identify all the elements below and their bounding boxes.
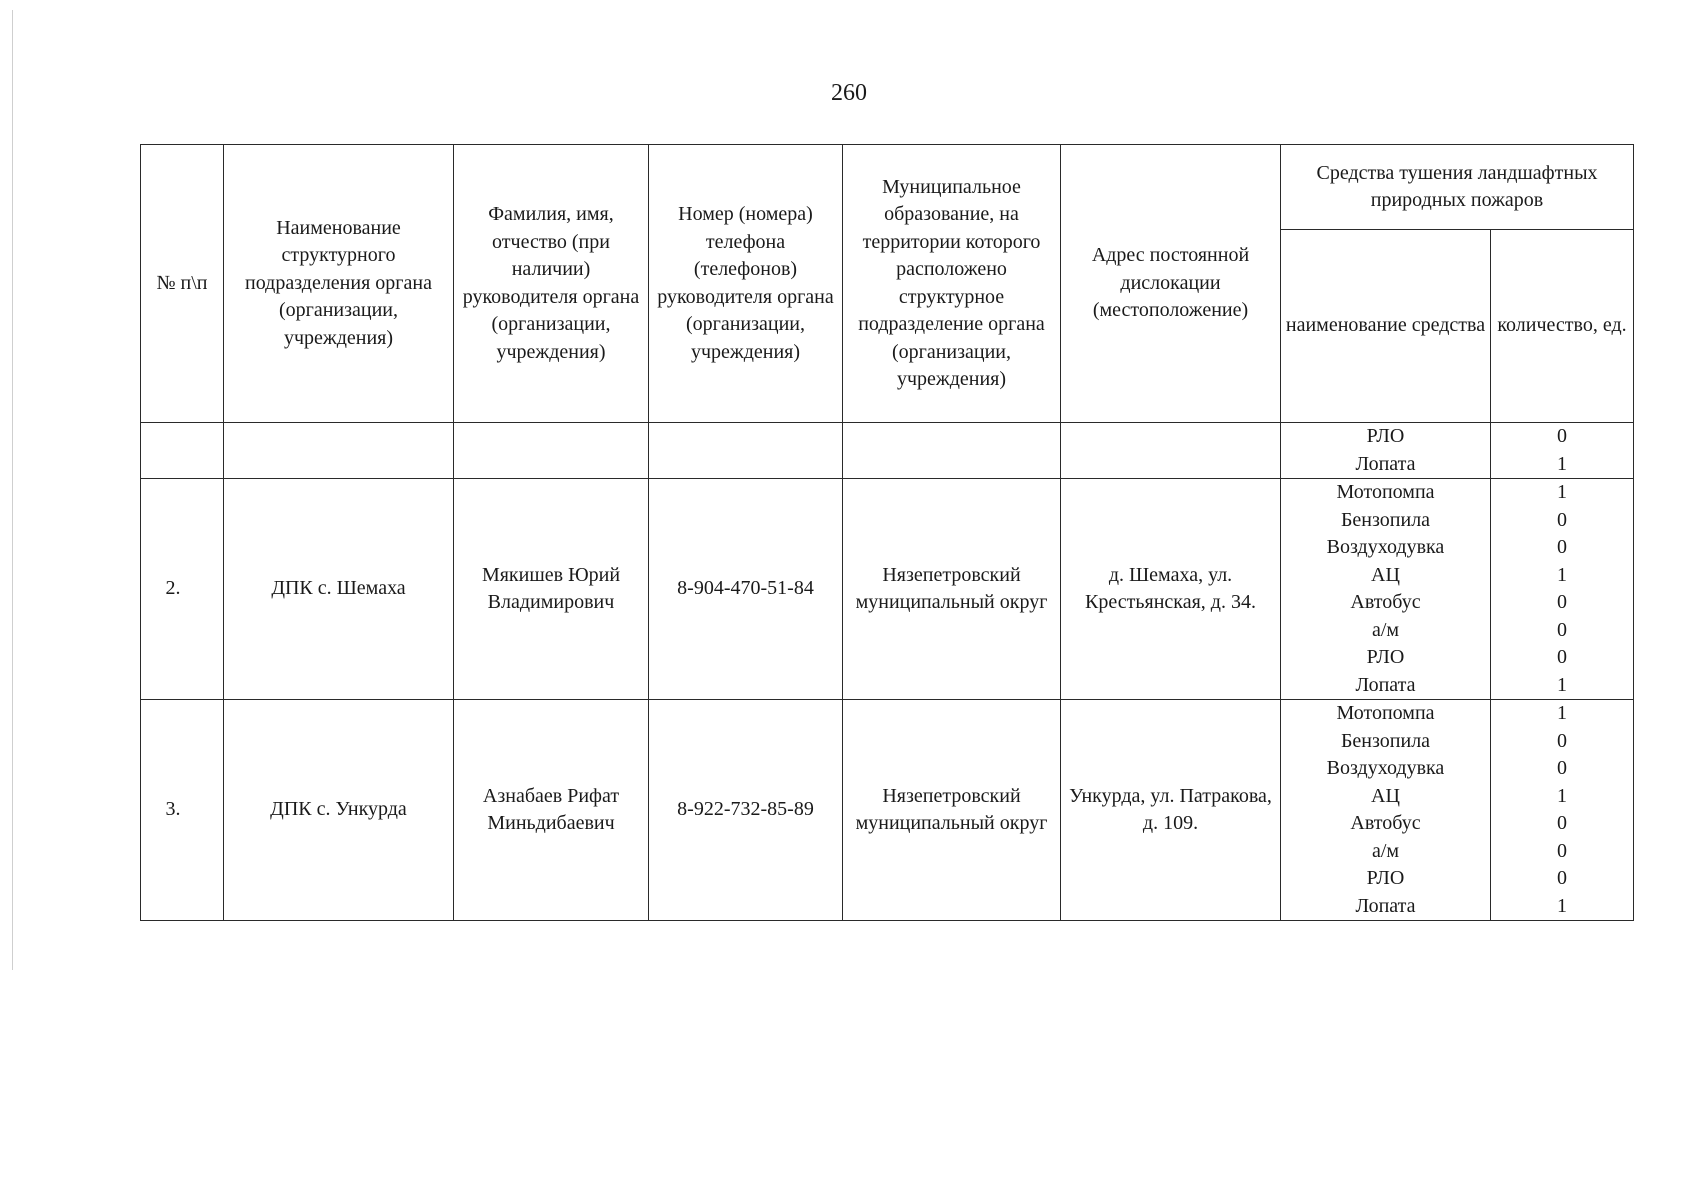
header-address: Адрес постоянной дислокации (местоположение)	[1061, 145, 1281, 423]
header-means-qty: количество, ед.	[1491, 230, 1634, 423]
tool-qty: 0	[1557, 646, 1567, 668]
cell-address: Ункурда, ул. Патракова, д. 109.	[1061, 700, 1281, 921]
cell-address: д. Шемаха, ул. Крестьянская, д. 34.	[1061, 479, 1281, 700]
header-phone: Номер (номера) телефона (телефонов) руководителя органа (организации, учреждения)	[649, 145, 843, 423]
cell-head: Мякишев Юрий Владимирович	[454, 479, 649, 700]
tool-qty: 0	[1557, 425, 1567, 447]
tool-qty: 0	[1557, 508, 1567, 531]
tool-qty: 1	[1557, 452, 1567, 475]
tool-name: Автобус	[1350, 812, 1421, 834]
cell-num: 2.	[141, 479, 224, 700]
header-row	[141, 145, 1634, 230]
cell-phone: 8-904-470-51-84	[649, 479, 843, 700]
header-division: Наименование структурного подразделения органа (организации, учреждения)	[224, 145, 454, 423]
scan-edge-line	[12, 10, 13, 970]
cell-empty	[141, 423, 224, 479]
tool-qty: 1	[1557, 894, 1567, 917]
header-head: Фамилия, имя, отчество (при наличии) руководителя органа (организации, учреждения)	[454, 145, 649, 423]
page-number: 260	[831, 80, 867, 106]
cell-division: ДПК с. Ункурда	[224, 700, 454, 921]
tool-qty: 1	[1557, 563, 1567, 586]
tool-qty: 1	[1557, 481, 1567, 503]
tool-name: Воздуходувка	[1326, 757, 1445, 779]
cell-empty	[454, 423, 649, 479]
tool-name: Бензопила	[1340, 508, 1431, 531]
cell-empty	[224, 423, 454, 479]
tool-name: Мотопомпа	[1336, 702, 1435, 724]
tool-qty: 0	[1557, 591, 1567, 613]
header-municipality: Муниципальное образование, на территории которого расположено структурное подразделение органа (организации, учреждения)	[843, 145, 1061, 423]
header-means-group: Средства тушения ландшафтных природных пожаров	[1281, 145, 1634, 230]
cell-quantities	[1491, 423, 1634, 479]
tool-name: Мотопомпа	[1336, 481, 1435, 503]
tool-qty: 0	[1557, 729, 1567, 752]
tool-qty: 1	[1557, 784, 1567, 807]
cell-quantities	[1491, 479, 1634, 700]
tool-name: Лопата	[1355, 452, 1416, 475]
cell-tools	[1281, 479, 1491, 700]
cell-municipality: Нязепетровский муниципальный округ	[843, 479, 1061, 700]
table-row	[141, 479, 1634, 700]
cell-division: ДПК с. Шемаха	[224, 479, 454, 700]
tool-name: Воздуходувка	[1326, 536, 1445, 558]
table-row	[141, 700, 1634, 921]
cell-tools	[1281, 700, 1491, 921]
header-means-name: наименование средства	[1281, 230, 1491, 423]
cell-num: 3.	[141, 700, 224, 921]
cell-empty	[843, 423, 1061, 479]
tool-name: Бензопила	[1340, 729, 1431, 752]
tool-name: а/м	[1371, 618, 1400, 641]
fire-units-table	[140, 144, 1634, 921]
tool-name: АЦ	[1371, 784, 1400, 807]
tool-name: РЛО	[1366, 646, 1405, 668]
cell-quantities	[1491, 700, 1634, 921]
cell-tools	[1281, 423, 1491, 479]
tool-qty: 1	[1557, 673, 1567, 696]
cell-head: Азнабаев Рифат Миньдибаевич	[454, 700, 649, 921]
cell-empty	[649, 423, 843, 479]
table-row-continuation	[141, 423, 1634, 479]
cell-municipality: Нязепетровский муниципальный округ	[843, 700, 1061, 921]
tool-name: АЦ	[1371, 563, 1400, 586]
tool-qty: 0	[1557, 618, 1567, 641]
tool-name: а/м	[1371, 839, 1400, 862]
cell-empty	[1061, 423, 1281, 479]
tool-qty: 0	[1557, 867, 1567, 889]
cell-phone: 8-922-732-85-89	[649, 700, 843, 921]
tool-name: Лопата	[1355, 673, 1416, 696]
tool-qty: 0	[1557, 839, 1567, 862]
tool-name: РЛО	[1366, 425, 1405, 447]
tool-name: Лопата	[1355, 894, 1416, 917]
tool-name: РЛО	[1366, 867, 1405, 889]
tool-qty: 0	[1557, 812, 1567, 834]
header-num: № п\п	[141, 145, 224, 423]
tool-qty: 1	[1557, 702, 1567, 724]
tool-qty: 0	[1557, 536, 1567, 558]
tool-qty: 0	[1557, 757, 1567, 779]
tool-name: Автобус	[1350, 591, 1421, 613]
